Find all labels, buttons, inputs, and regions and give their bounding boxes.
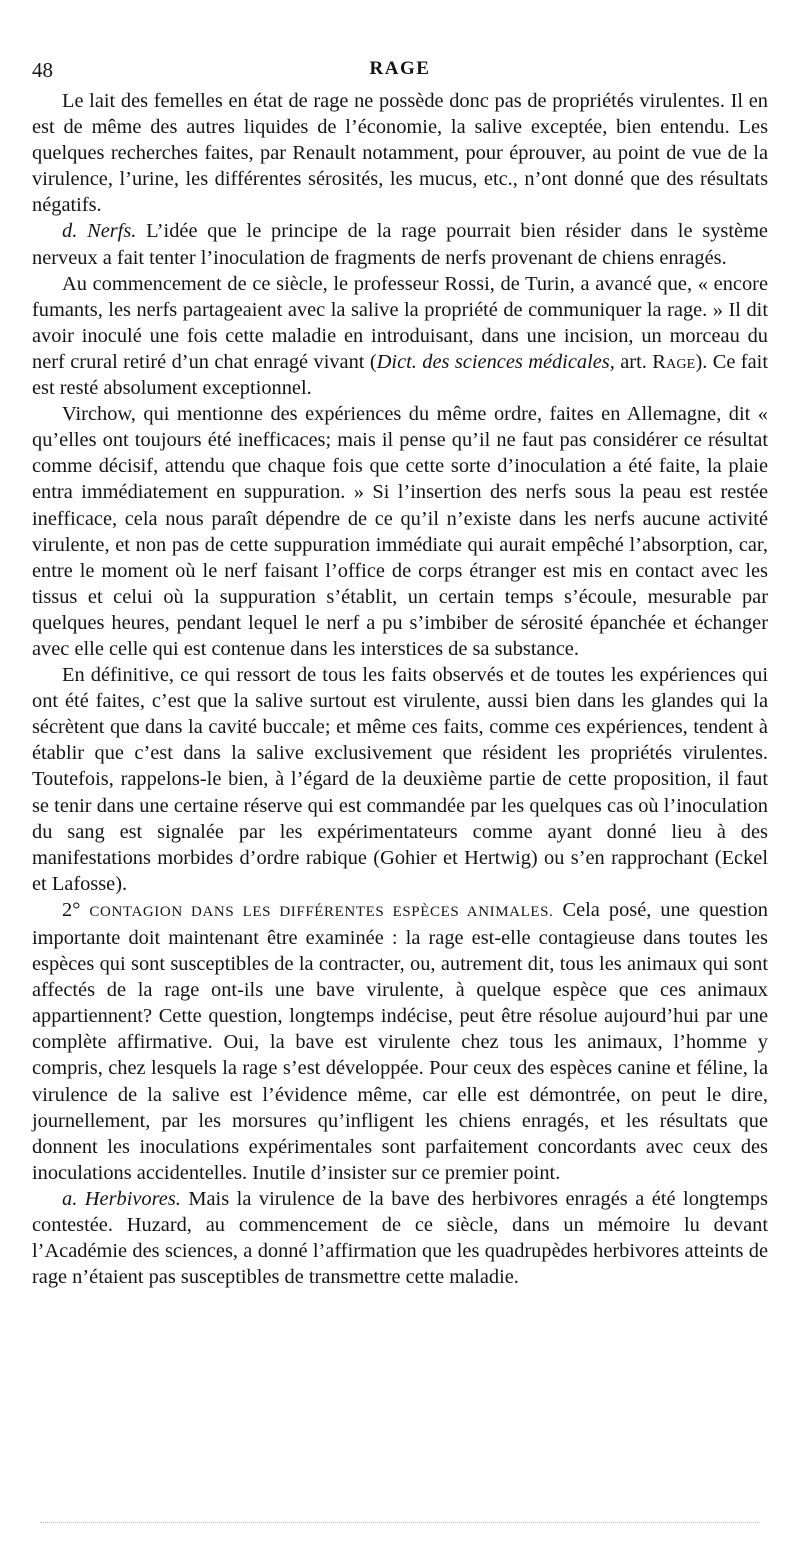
paragraph [32,88,768,218]
paragraph-text: Au commencement de ce siècle, le professeur Rossi, de Turin, a avancé que, « encore fumants, les nerfs partageaient avec la salive la propriété de communiquer la rage. » Il dit avoir inoculé une fois cette maladie en introduisant, dans une incision, un morceau du nerf crural retiré d’un chat enragé vivant ( [32,272,768,373]
citation-entry: Rage [652,350,696,373]
page-header [32,52,768,88]
paragraph [32,271,768,401]
section-heading: CONTAGION DANS LES DIFFÉRENTES ESPÈCES ANIMALES. [89,903,554,920]
citation-title: Dict. des sciences médicales, [376,350,615,373]
paragraph-text-end: ). Ce fait est resté absolument exceptionnel. [32,350,768,400]
paragraph [32,401,768,662]
body-text [32,88,768,1290]
paragraph [32,218,768,270]
running-title: RAGE [369,58,431,79]
footer-rule [40,1522,760,1523]
page-number: 48 [32,58,53,82]
paragraph-text: En définitive, ce qui ressort de tous les faits observés et de toutes les expériences qui ont été faites, c’est que la salive surtout est virulente, aussi bien dans les glandes qui la sécrètent que dans la cavité buccale; et même ces faits, comme ces expériences, tendent à établir que c’est dans la salive exclusivement que résident les propriétés virulentes. Toutefois, rappelons-le bien, à l’égard de la deuxième partie de cette proposition, il faut se tenir dans une certaine réserve qui est commandée par les quelques cas où l’inoculation du sang est signalée par les expérimentateurs comme ayant donné lieu à des manifestations morbides d’ordre rabique (Gohier et Hertwig) ou s’en rapprochant (Eckel et Lafosse). [32,664,768,895]
paragraph-text: Virchow, qui mentionne des expériences du même ordre, faites en Allemagne, dit « qu’elles ont toujours été inefficaces; mais il pense qu’il ne faut pas considérer ce résultat comme décisif, attendu que chaque fois que cette sorte d’inoculation a été faite, la plaie entra immédiatement en suppuration. » Si l’insertion des nerfs sous la peau est restée inefficace, cela nous paraît dépendre de ce qu’il n’existe dans les nerfs aucune activité virulente, et non pas de cette suppuration immédiate qui aurait empêché l’absorption, car, entre le moment où le nerf faisant l’office de corps étranger est mis en contact avec les tissus et celui où la suppuration s’établit, un certain temps s’écoule, mesurable par quelques heures, pendant lequel le nerf a pu s’imbiber de sérosité épanchée et échanger avec elle celle qui est contenue dans les interstices de sa substance. [32,403,768,660]
paragraph-text: L’idée que le principe de la rage pourrait bien résider dans le système nerveux a fait tenter l’inoculation de fragments de nerfs provenant de chiens enragés. [32,220,768,269]
book-page [32,52,768,1290]
section-number: 2° [62,898,90,921]
paragraph [32,897,768,1186]
paragraph-text: Cela posé, une question importante doit maintenant être examinée : la rage est-elle contagieuse dans toutes les espèces qui sont susceptibles de la contracter, ou, autrement dit, tous les animaux qui sont affectés de la rage ont-ils une bave virulente, à quelque espèce que ces animaux appartiennent? Cette question, longtemps indécise, peut être résolue aujourd’hui par une complète affirmative. Oui, la bave est virulente chez tous les animaux, l’homme y compris, chez lesquels la rage s’est développée. Pour ceux des espèces canine et féline, la virulence de la salive est l’évidence même, car elle est démontrée, on peut le dire, journellement, par les morsures qu’infligent les chiens enragés, et les résultats que donnent les inoculations expérimentales sont parfaitement concordants avec ceux des inoculations accidentelles. Inutile d’insister sur ce premier point. [32,898,768,1184]
citation-art: art. [614,350,653,373]
paragraph [32,1186,768,1290]
section-heading: d. Nerfs. [62,220,137,243]
paragraph-text: Le lait des femelles en état de rage ne possède donc pas de propriétés virulentes. Il en est de même des autres liquides de l’économie, la salive exceptée, bien entendu. Les quelques recherches faites, par Renault notamment, pour éprouver, au point de vue de la virulence, l’urine, les différentes sérosités, les mucus, etc., n’ont donné que des résultats négatifs. [32,90,768,217]
section-heading: a. Herbivores. [62,1187,181,1210]
paragraph [32,662,768,897]
paragraph-text: Mais la virulence de la bave des herbivores enragés a été longtemps contestée. Huzard, au commencement de ce siècle, dans un mémoire lu devant l’Académie des sciences, a donné l’affirmation que les quadrupèdes herbivores atteints de rage n’étaient pas susceptibles de transmettre cette maladie. [32,1187,768,1289]
